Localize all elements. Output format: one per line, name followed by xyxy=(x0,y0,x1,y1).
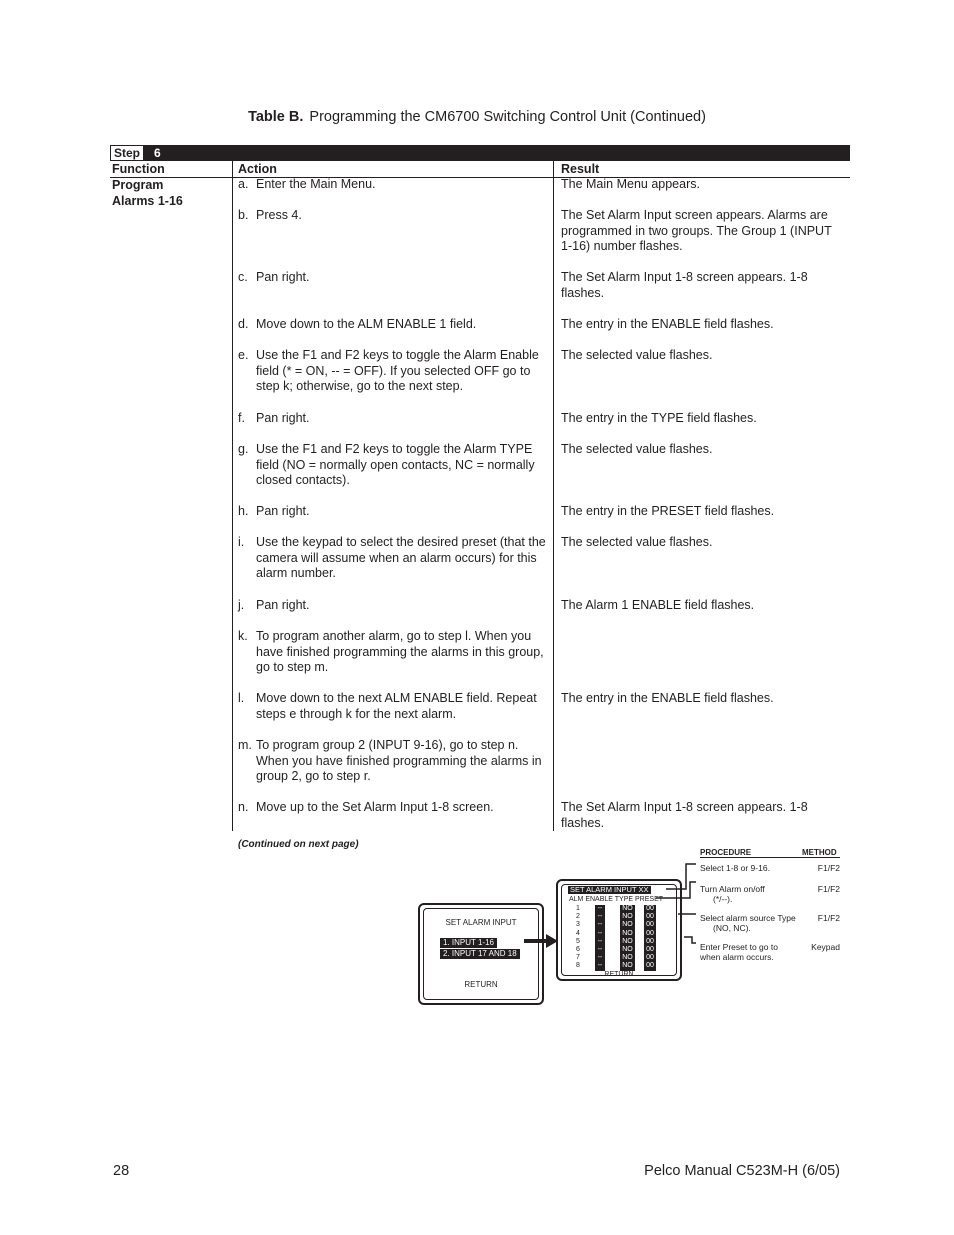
method-1: F1/F2 xyxy=(817,863,840,873)
action-b xyxy=(238,208,548,224)
action-m xyxy=(238,738,548,785)
function-cell xyxy=(112,177,183,209)
result-b: The Set Alarm Input screen appears. Alarms are programmed in two groups. The Group 1 (INPUT 1-16) number flashes. xyxy=(561,208,832,254)
procedure-header: PROCEDURE xyxy=(700,848,752,857)
screen1-item-1: 1. INPUT 1-16 xyxy=(440,938,497,948)
preset-value: 00 xyxy=(646,913,654,921)
screen2-title: SET ALARM INPUT XX xyxy=(570,885,649,894)
alarm-number: 4 xyxy=(576,929,580,937)
callout-line-1 xyxy=(666,864,696,889)
enable-value: -- xyxy=(597,921,603,929)
action-text: To program group 2 (INPUT 9-16), go to step n. When you have finished programming the alarms in group 2, go to step r. xyxy=(256,738,542,784)
step-letter: l. xyxy=(238,691,245,705)
preset-value: 00 xyxy=(646,954,654,962)
step-letter: d. xyxy=(238,317,249,331)
result-f: The entry in the TYPE field flashes. xyxy=(561,411,757,425)
method-2: F1/F2 xyxy=(817,884,840,894)
preset-value: 00 xyxy=(646,962,654,970)
result-g: The selected value flashes. xyxy=(561,442,713,456)
step-letter: f. xyxy=(238,411,245,425)
step-letter: h. xyxy=(238,504,249,518)
alarm-number: 1 xyxy=(576,905,580,912)
type-value: NO xyxy=(622,905,633,912)
result-i: The selected value flashes. xyxy=(561,535,713,549)
manual-reference: Pelco Manual C523M-H (6/05) xyxy=(644,1163,840,1179)
function-line-1: Program xyxy=(112,178,164,192)
screen2-columns: ALM ENABLE TYPE PRESET xyxy=(569,896,664,903)
step-letter: b. xyxy=(238,208,249,222)
monitor-set-alarm-input xyxy=(418,903,544,1005)
action-text: Pan right. xyxy=(256,270,310,284)
page-number: 28 xyxy=(113,1163,130,1179)
enable-value: -- xyxy=(597,962,603,970)
header-action: Action xyxy=(238,162,277,176)
procedure-3-line-2: (NO, NC). xyxy=(713,923,751,933)
table-caption xyxy=(0,109,954,125)
enable-value: -- xyxy=(597,905,603,912)
action-c xyxy=(238,270,548,286)
table-title: Programming the CM6700 Switching Control Unit (Continued) xyxy=(309,109,706,125)
action-text: To program another alarm, go to step l. When you have finished programming the alarms in this group, go to step m. xyxy=(256,629,544,675)
alarm-number: 6 xyxy=(576,946,580,954)
type-value: NO xyxy=(622,937,633,945)
preset-value: 00 xyxy=(646,946,654,954)
callout-line-4 xyxy=(684,937,696,943)
action-text: Use the F1 and F2 keys to toggle the Alarm TYPE field (NO = normally open contacts, NC = normally closed contacts). xyxy=(256,442,535,488)
action-n xyxy=(238,800,548,816)
result-e: The selected value flashes. xyxy=(561,348,713,362)
alarm-number: 3 xyxy=(576,921,580,929)
preset-value: 00 xyxy=(646,921,654,929)
procedure-4-line-1: Enter Preset to go to xyxy=(700,942,778,952)
step-letter: m. xyxy=(238,738,252,752)
procedure-4-line-2: when alarm occurs. xyxy=(700,952,774,962)
type-value: NO xyxy=(622,954,633,962)
procedure-rule xyxy=(700,857,840,858)
procedure-2-line-1: Turn Alarm on/off xyxy=(700,884,765,894)
result-l: The entry in the ENABLE field flashes. xyxy=(561,691,774,705)
header-result: Result xyxy=(561,162,600,176)
procedure-1: Select 1-8 or 9-16. xyxy=(700,863,770,873)
step-letter: a. xyxy=(238,177,249,191)
action-text: Pan right. xyxy=(256,504,310,518)
action-h xyxy=(238,504,548,520)
step-bar xyxy=(110,145,850,161)
action-k xyxy=(238,629,548,676)
enable-value: -- xyxy=(597,954,603,962)
function-line-2: Alarms 1-16 xyxy=(112,194,183,208)
action-a xyxy=(238,177,548,193)
preset-value: 00 xyxy=(646,937,654,945)
result-h: The entry in the PRESET field flashes. xyxy=(561,504,775,518)
alarm-number: 7 xyxy=(576,954,580,962)
step-letter: k. xyxy=(238,629,248,643)
action-l xyxy=(238,691,548,722)
alarm-number: 2 xyxy=(576,913,580,921)
result-a: The Main Menu appears. xyxy=(561,177,700,191)
step-letter: g. xyxy=(238,442,249,456)
preset-value: 00 xyxy=(646,905,654,912)
action-text: Use the keypad to select the desired preset (that the camera will assume when an alarm occurs) for this alarm number. xyxy=(256,535,546,581)
method-4: Keypad xyxy=(811,942,840,952)
action-text: Pan right. xyxy=(256,411,310,425)
result-n: The Set Alarm Input 1-8 screen appears. 1-8 flashes. xyxy=(561,800,808,830)
action-d xyxy=(238,317,548,333)
header-function: Function xyxy=(112,162,165,176)
step-letter: j. xyxy=(238,598,245,612)
screen1-return: RETURN xyxy=(464,980,498,989)
result-j: The Alarm 1 ENABLE field flashes. xyxy=(561,598,755,612)
action-i xyxy=(238,535,548,582)
enable-value: -- xyxy=(597,929,603,937)
column-divider-2 xyxy=(553,161,554,831)
step-label: Step xyxy=(111,146,143,160)
type-value: NO xyxy=(622,913,633,921)
action-text: Move up to the Set Alarm Input 1-8 screen. xyxy=(256,800,494,814)
action-e xyxy=(238,348,548,395)
action-text: Move down to the next ALM ENABLE field. Repeat steps e through k for the next alarm. xyxy=(256,691,537,721)
table-label: Table B. xyxy=(248,109,304,125)
step-letter: e. xyxy=(238,348,249,362)
screen1-item-2: 2. INPUT 17 AND 18 xyxy=(440,949,520,959)
alarm-number: 8 xyxy=(576,962,580,970)
procedure-2-line-2: (*/--). xyxy=(713,894,733,904)
action-g xyxy=(238,442,548,489)
callout-lines xyxy=(600,860,710,960)
method-header: METHOD xyxy=(802,848,837,857)
action-text: Pan right. xyxy=(256,598,310,612)
action-text: Enter the Main Menu. xyxy=(256,177,376,191)
type-value: NO xyxy=(622,921,633,929)
procedure-3-line-1: Select alarm source Type xyxy=(700,913,796,923)
action-f xyxy=(238,411,548,427)
column-divider-1 xyxy=(232,161,233,831)
action-text: Press 4. xyxy=(256,208,302,222)
action-j xyxy=(238,598,548,614)
result-c: The Set Alarm Input 1-8 screen appears. 1-8 flashes. xyxy=(561,270,808,300)
method-3: F1/F2 xyxy=(817,913,840,923)
step-letter: n. xyxy=(238,800,249,814)
enable-value: -- xyxy=(597,946,603,954)
arrow-right-icon xyxy=(524,934,558,948)
continued-note: (Continued on next page) xyxy=(238,839,359,850)
enable-value: -- xyxy=(597,913,603,921)
step-letter: i. xyxy=(238,535,245,549)
type-value: NO xyxy=(622,929,633,937)
alarm-number: 5 xyxy=(576,937,580,945)
step-number: 6 xyxy=(154,146,161,160)
callout-line-2 xyxy=(656,882,696,898)
alarm-number-column xyxy=(573,905,583,971)
action-text: Use the F1 and F2 keys to toggle the Alarm Enable field (* = ON, -- = OFF). If you selected OFF go to step k; otherwise, go to the next step. xyxy=(256,348,539,394)
type-value: NO xyxy=(622,946,633,954)
enable-value: -- xyxy=(597,937,603,945)
step-letter: c. xyxy=(238,270,248,284)
type-value: NO xyxy=(622,962,633,970)
screen2-return: RETURN xyxy=(604,971,634,978)
preset-value: 00 xyxy=(646,929,654,937)
action-text: Move down to the ALM ENABLE 1 field. xyxy=(256,317,477,331)
result-d: The entry in the ENABLE field flashes. xyxy=(561,317,774,331)
screen1-title: SET ALARM INPUT xyxy=(445,918,517,927)
